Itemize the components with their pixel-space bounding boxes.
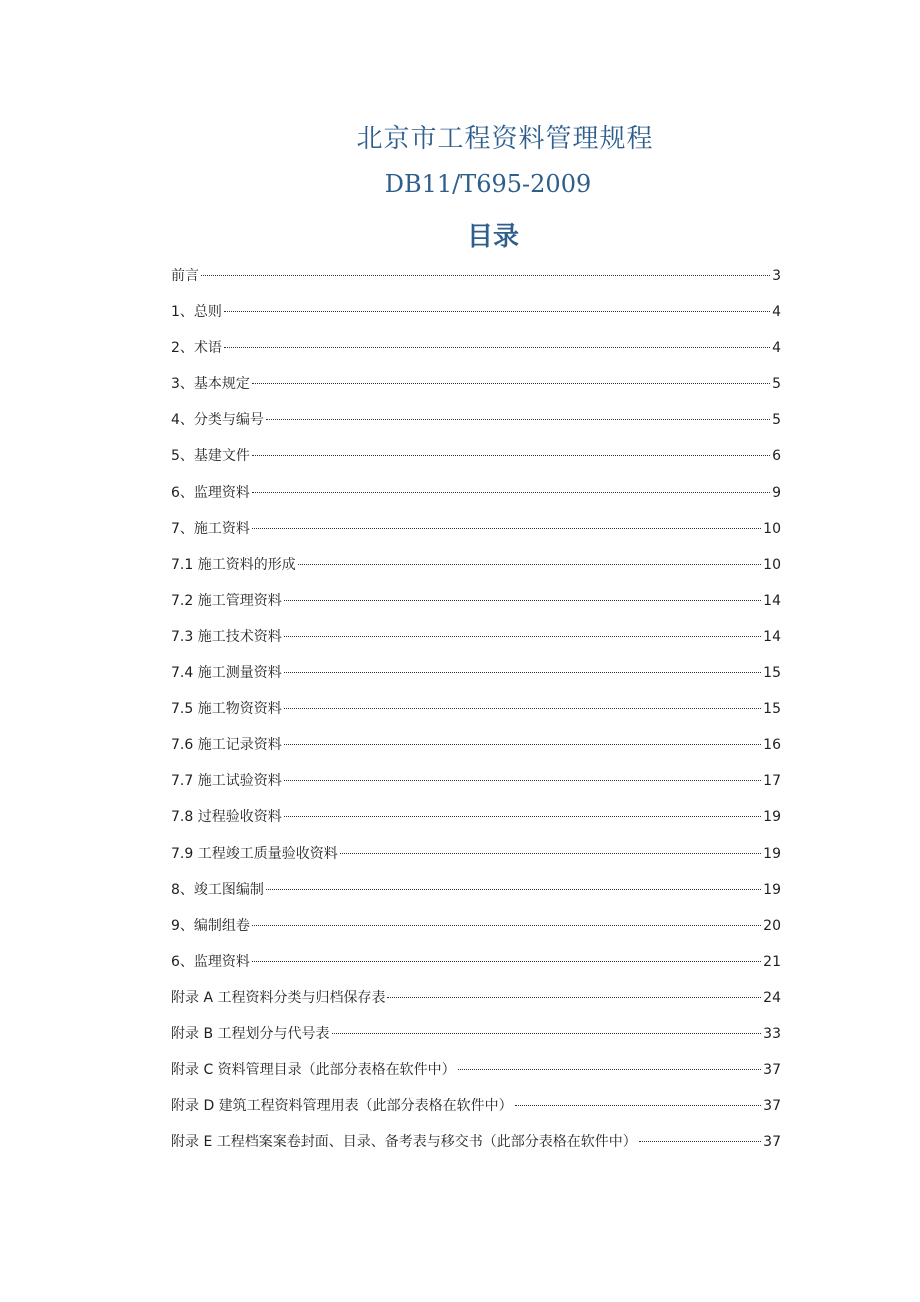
toc-leader-dots [252, 528, 761, 529]
toc-leader-dots [252, 455, 770, 456]
toc-leader-dots [284, 780, 761, 781]
toc-entry-label: 7.8 过程验收资料 [171, 809, 282, 826]
toc-entry[interactable] [171, 1092, 781, 1128]
toc-leader-dots [387, 997, 761, 998]
toc-entry-page: 9 [772, 484, 781, 501]
toc-leader-dots [284, 672, 761, 673]
toc-leader-dots [252, 961, 761, 962]
toc-entry-page: 4 [772, 340, 781, 357]
toc-entry[interactable] [171, 515, 781, 551]
toc-leader-dots [332, 1033, 762, 1034]
toc-entry[interactable] [171, 984, 781, 1020]
toc-entry[interactable] [171, 767, 781, 803]
toc-entry-page: 15 [763, 701, 781, 718]
toc-entry-label: 3、基本规定 [171, 376, 250, 393]
toc-entry-label: 附录 D 建筑工程资料管理用表（此部分表格在软件中） [171, 1098, 513, 1115]
toc-entry-label: 附录 E 工程档案案卷封面、目录、备考表与移交书（此部分表格在软件中） [171, 1134, 637, 1151]
toc-entry-page: 5 [772, 376, 781, 393]
toc-entry-label: 7.5 施工物资资料 [171, 701, 282, 718]
toc-entry-page: 19 [763, 845, 781, 862]
toc-entry-page: 24 [763, 989, 781, 1006]
toc-entry[interactable] [171, 912, 781, 948]
toc-entry-page: 37 [763, 1062, 781, 1079]
toc-entry-page: 17 [763, 773, 781, 790]
toc-entry-page: 20 [763, 917, 781, 934]
toc-entry-label: 7、施工资料 [171, 520, 250, 537]
toc-entry[interactable] [171, 876, 781, 912]
toc-entry-page: 21 [763, 953, 781, 970]
toc-entry-label: 附录 B 工程划分与代号表 [171, 1025, 330, 1042]
toc-entry[interactable] [171, 406, 781, 442]
toc-entry[interactable] [171, 479, 781, 515]
toc-entry-label: 7.4 施工测量资料 [171, 665, 282, 682]
toc-entry-label: 7.3 施工技术资料 [171, 628, 282, 645]
toc-leader-dots [284, 636, 761, 637]
toc-entry-page: 10 [763, 556, 781, 573]
toc-entry[interactable] [171, 1020, 781, 1056]
toc-entry[interactable] [171, 731, 781, 767]
toc-leader-dots [284, 816, 761, 817]
toc-entry-label: 4、分类与编号 [171, 412, 264, 429]
toc-leader-dots [284, 708, 761, 709]
toc-entry-label: 8、竣工图编制 [171, 881, 264, 898]
toc-entry[interactable] [171, 948, 781, 984]
toc-leader-dots [252, 925, 761, 926]
toc-entry-label: 6、监理资料 [171, 953, 250, 970]
toc-entry-page: 10 [763, 520, 781, 537]
toc-entry-page: 14 [763, 592, 781, 609]
document-code: DB11/T695-2009 [384, 170, 592, 198]
toc-entry[interactable] [171, 840, 781, 876]
toc-entry-label: 9、编制组卷 [171, 917, 250, 934]
toc-entry-label: 附录 C 资料管理目录（此部分表格在软件中） [171, 1062, 456, 1079]
toc-entry-label: 5、基建文件 [171, 448, 250, 465]
toc-leader-dots [284, 744, 761, 745]
toc-entry-page: 4 [772, 304, 781, 321]
toc-leader-dots [298, 564, 761, 565]
toc-entry-page: 33 [763, 1025, 781, 1042]
toc-leader-dots [252, 383, 770, 384]
toc-entry-label: 6、监理资料 [171, 484, 250, 501]
toc-entry-page: 37 [763, 1098, 781, 1115]
toc-entry[interactable] [171, 370, 781, 406]
toc-entry-page: 5 [772, 412, 781, 429]
toc-entry[interactable] [171, 442, 781, 478]
toc-leader-dots [515, 1105, 761, 1106]
toc-entry-page: 19 [763, 809, 781, 826]
toc-entry-label: 2、术语 [171, 340, 222, 357]
toc-entry-label: 7.2 施工管理资料 [171, 592, 282, 609]
toc-entry-label: 7.9 工程竣工质量验收资料 [171, 845, 338, 862]
toc-leader-dots [266, 889, 761, 890]
toc-entry[interactable] [171, 803, 781, 839]
toc-entry[interactable] [171, 1128, 781, 1164]
toc-leader-dots [224, 347, 770, 348]
toc-leader-dots [252, 492, 770, 493]
toc-entry-label: 7.6 施工记录资料 [171, 737, 282, 754]
toc-leader-dots [340, 853, 761, 854]
toc-entry-page: 6 [772, 448, 781, 465]
toc-entry[interactable] [171, 334, 781, 370]
toc-entry-label: 附录 A 工程资料分类与归档保存表 [171, 989, 386, 1006]
toc-entry[interactable] [171, 623, 781, 659]
toc-entry[interactable] [171, 551, 781, 587]
toc-leader-dots [201, 275, 770, 276]
toc-entry-page: 15 [763, 665, 781, 682]
toc-leader-dots [284, 600, 761, 601]
toc-entry-page: 37 [763, 1134, 781, 1151]
toc-entry[interactable] [171, 587, 781, 623]
toc-leader-dots [266, 419, 770, 420]
toc-leader-dots [458, 1069, 761, 1070]
toc-heading: 目录 [466, 222, 519, 252]
toc-entry-label: 1、总则 [171, 304, 222, 321]
toc-entry-page: 3 [772, 268, 781, 284]
toc-entry-page: 19 [763, 881, 781, 898]
toc-entry[interactable] [171, 659, 781, 695]
toc-leader-dots [224, 311, 770, 312]
document-title: 北京市工程资料管理规程 [356, 124, 654, 154]
toc-entry[interactable] [171, 695, 781, 731]
table-of-contents [171, 262, 781, 1164]
toc-entry-label: 7.1 施工资料的形成 [171, 556, 296, 573]
toc-leader-dots [639, 1141, 761, 1142]
toc-entry[interactable] [171, 298, 781, 334]
toc-entry-label: 7.7 施工试验资料 [171, 773, 282, 790]
toc-entry-label: 前言 [171, 268, 199, 284]
toc-entry[interactable] [171, 262, 781, 298]
toc-entry[interactable] [171, 1056, 781, 1092]
toc-entry-page: 16 [763, 737, 781, 754]
toc-entry-page: 14 [763, 628, 781, 645]
